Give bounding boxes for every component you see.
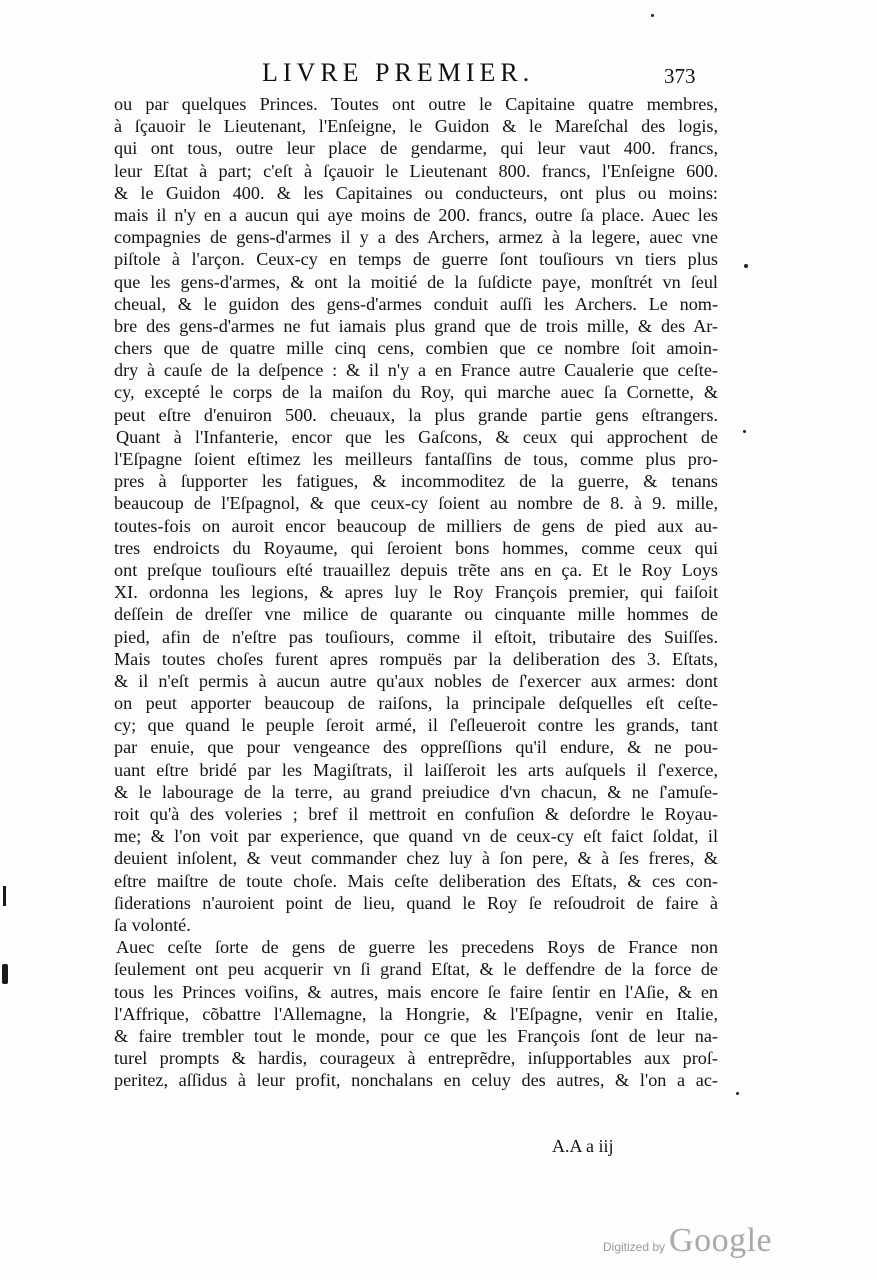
text-line: on peut apporter beaucoup de raiſons, la principale deſquelles eſt ceſte-: [114, 693, 718, 714]
scan-speck: [744, 264, 748, 268]
text-line: peut eſtre d'enuiron 500. cheuaux, la plus grande partie gens eſtrangers.: [114, 404, 718, 425]
text-line: à ſçauoir le Lieutenant, l'Enſeigne, le Guidon & le Mareſchal des logis,: [114, 116, 718, 137]
text-line: turel prompts & hardis, courageux à entreprẽdre, inſupportables aux proſ-: [114, 1048, 718, 1069]
watermark-prefix: Digitized by: [603, 1240, 666, 1254]
text-line: roit qu'à des voleries ; bref il mettroit en confuſion & deſordre le Royau-: [114, 804, 718, 824]
text-line: & faire trembler tout le monde, pour ce que les François ſont de leur na-: [114, 1025, 718, 1046]
text-line: par enuie, que pour vengeance des oppreſſions qu'il endure, & ne pou-: [114, 737, 718, 758]
text-line: tous les Princes voiſins, & autres, mais encore ſe faire ſentir en l'Aſie, & en: [114, 981, 718, 1002]
scan-speck: [736, 1092, 739, 1095]
text-line: compagnies de gens-d'armes il y a des Archers, armez à la legere, auec vne: [114, 227, 718, 248]
text-line: & le labourage de la terre, au grand preiudice d'vn chacun, & ne ſ'amuſe-: [114, 781, 718, 802]
page-number: 373: [664, 64, 696, 88]
scan-speck: [651, 14, 654, 17]
text-line: & le Guidon 400. & les Capitaines ou conducteurs, ont plus ou moins:: [114, 182, 718, 203]
text-line: peritez, aſſidus à leur profit, nonchalans en celuy des autres, & l'on a ac-: [114, 1070, 718, 1091]
text-line: me; & l'on voit par experience, que quand vn de ceux-cy eſt faict ſoldat, il: [114, 826, 718, 847]
margin-mark: [3, 886, 6, 906]
text-line: ſiderations n'auroient point de lieu, quand le Roy ſe reſoudroit de faire à: [114, 892, 718, 913]
text-line: Mais toutes choſes furent apres rompuës par la deliberation des 3. Eſtats,: [114, 648, 718, 669]
text-line: l'Affrique, cõbattre l'Allemagne, la Hongrie, & l'Eſpagne, venir en Italie,: [114, 1003, 718, 1024]
text-line: cy, excepté le corps de la maiſon du Roy, qui marche auec ſa Cornette, &: [114, 382, 718, 403]
page-header: [0, 58, 877, 92]
scan-speck: [743, 430, 746, 433]
text-line: deuient inſolent, & veut commander chez luy à ſon pere, & à ſes freres, &: [114, 848, 718, 869]
text-line: ſa volonté.: [114, 914, 191, 935]
margin-mark: [2, 964, 8, 984]
text-line: dry à cauſe de la deſpence : & il n'y a en France autre Caualerie que ceſte-: [114, 360, 718, 381]
text-line: ou par quelques Princes. Toutes ont outre le Capitaine quatre membres,: [114, 94, 718, 114]
google-logo: Google: [669, 1222, 773, 1259]
text-line: que les gens-d'armes, & ont la moitié de la ſuſdicte paye, monſtrét vn ſeul: [114, 271, 718, 292]
text-line: cy; que quand le peuple ſeroit armé, il ſ'eſleueroit contre les grands, tant: [114, 715, 718, 736]
text-line: bre des gens-d'armes ne fut iamais plus grand que de trois mille, & des Ar-: [114, 315, 718, 336]
text-line: Quant à l'Infanterie, encor que les Gaſcons, & ceux qui approchent de: [116, 426, 718, 447]
text-line: toutes-fois on auroit encor beaucoup de milliers de gens de pied aux au-: [114, 515, 718, 536]
running-head: LIVRE PREMIER.: [262, 58, 535, 87]
google-watermark: [603, 1222, 772, 1260]
text-line: XI. ordonna les legions, & apres luy le Roy François premier, qui faiſoit: [114, 582, 718, 603]
text-line: eſtre maiſtre de toute choſe. Mais ceſte deliberation des Eſtats, & ces con-: [114, 870, 718, 891]
signature-mark: A.A a iij: [552, 1136, 614, 1156]
text-line: tres endroicts du Royaume, qui ſeroient bons hommes, comme ceux qui: [114, 537, 718, 558]
text-line: uant eſtre bridé par les Magiſtrats, il laiſſeroit les arts auſquels il ſ'exerce,: [114, 759, 718, 780]
text-line: deſſein de dreſſer vne milice de quarante ou cinquante mille hommes de: [114, 604, 718, 625]
text-line: ont preſque touſiours eſté trauaillez depuis trẽte ans en ça. Et le Roy Loys: [114, 559, 718, 580]
text-line: Auec ceſte ſorte de gens de guerre les precedens Roys de France non: [116, 937, 718, 958]
text-line: pres à ſupporter les fatigues, & incommoditez de la guerre, & tenans: [114, 471, 718, 492]
text-line: & il n'eſt permis à aucun autre qu'aux nobles de ſ'exercer aux armes: dont: [114, 670, 718, 691]
text-line: l'Eſpagne ſoient eſtimez les meilleurs fantaſſins de tous, comme plus pro-: [114, 449, 718, 469]
text-line: pied, afin de n'eſtre pas touſiours, comme il eſtoit, tributaire des Suiſſes.: [114, 626, 718, 647]
text-line: cheual, & le guidon des gens-d'armes conduit auſſi les Archers. Le nom-: [114, 293, 718, 314]
text-line: chers que de quatre mille cinq cens, combien que ce nombre ſoit amoin-: [114, 338, 718, 359]
text-line: mais il n'y en a aucun qui aye moins de 200. francs, outre ſa place. Auec les: [114, 204, 718, 225]
text-line: beaucoup de l'Eſpagnol, & que ceux-cy ſoient au nombre de 8. à 9. mille,: [114, 493, 718, 514]
text-line: leur Eſtat à part; c'eſt à ſçauoir le Lieutenant 800. francs, l'Enſeigne 600.: [114, 160, 718, 181]
text-line: ſeulement ont peu acquerir vn ſi grand Eſtat, & le deffendre de la force de: [114, 959, 718, 980]
text-line: qui ont tous, outre leur place de gendarme, qui leur vaut 400. francs,: [114, 138, 718, 159]
body-text: [114, 93, 718, 1091]
text-line: piſtole à l'arçon. Ceux-cy en temps de guerre ſont touſiours vn tiers plus: [114, 249, 718, 270]
